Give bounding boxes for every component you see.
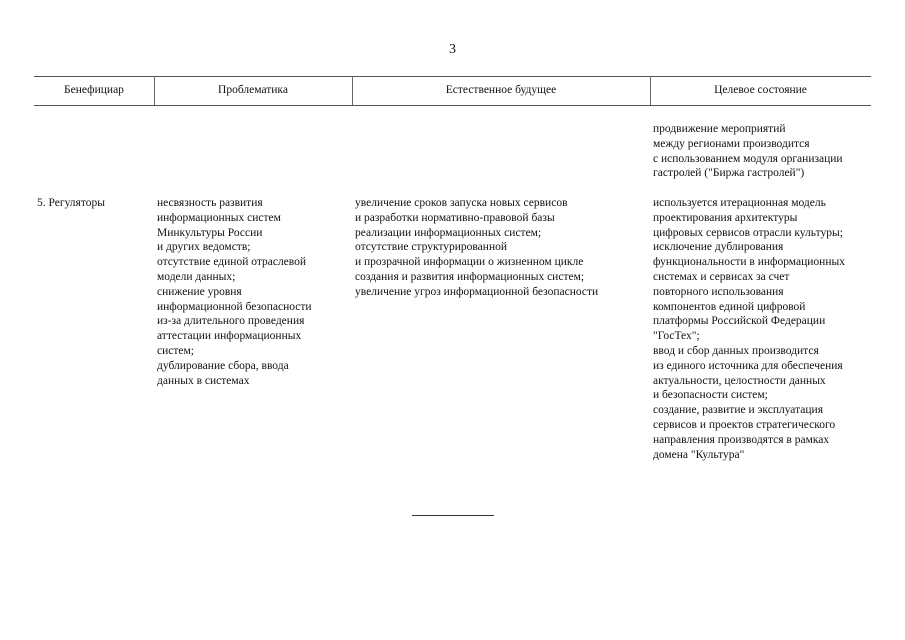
text-line: и других ведомств; [157,241,251,254]
text-line: актуальности, целостности данных [653,374,826,387]
text-line: сервисов и проектов стратегического [653,418,836,431]
text-line: снижение уровня [157,285,242,298]
text-line: отсутствие структурированной [355,241,508,254]
beneficiary-cell: 5. Регуляторы [37,197,105,209]
page-number: 3 [449,42,456,57]
text-line: и прозрачной информации о жизненном цикле [355,256,584,269]
header-target-state: Целевое состояние [714,84,807,96]
text-line: модели данных; [157,270,236,283]
text-line: проектирования архитектуры [653,211,798,224]
text-line: "ГосТех"; [653,330,700,343]
text-line: системах и сервисах за счет [653,270,790,283]
text-line: из-за длительного проведения [157,315,305,328]
text-line: направления производятся в рамках [653,433,830,446]
text-line: аттестации информационных [157,330,302,343]
table-header-bottom-rule [34,105,871,106]
text-line: домена "Культура" [653,448,745,461]
text-line: создание, развитие и эксплуатация [653,404,823,417]
text-line: гастролей ("Биржа гастролей") [653,167,805,180]
text-line: исключение дублирования [653,241,784,254]
text-line: реализации информационных систем; [355,226,542,239]
text-line: Минкультуры России [157,226,263,239]
text-line: данных в системах [157,374,250,387]
header-beneficiary: Бенефициар [64,84,124,96]
text-line: используется итерационная модель [653,197,826,209]
text-line: и безопасности систем; [653,389,768,402]
text-line: ввод и сбор данных производится [653,344,819,357]
target-state-cell [653,196,845,462]
text-line: повторного использования [653,285,784,298]
text-line: увеличение угроз информационной безопасности [355,285,599,298]
end-of-table-rule [412,515,494,516]
text-line: несвязность развития [157,197,263,209]
text-line: создания и развития информационных систем; [355,270,585,283]
text-line: отсутствие единой отраслевой [157,256,307,269]
text-line: и разработки нормативно-правовой базы [355,211,555,224]
text-line: с использованием модуля организации [653,152,843,165]
continued-target-state-cell [653,122,843,181]
text-line: дублирование сбора, ввода [157,359,289,372]
text-line: компонентов единой цифровой [653,300,806,313]
natural-future-cell [355,196,598,300]
text-line: из единого источника для обеспечения [653,359,843,372]
text-line: функциональности в информационных [653,256,845,269]
header-natural-future: Естественное будущее [445,84,557,96]
text-line: информационной безопасности [157,300,312,313]
header-problems: Проблематика [218,84,288,96]
text-line: систем; [157,344,194,357]
text-line: продвижение мероприятий [653,123,786,135]
problems-cell [157,196,312,388]
text-line: цифровых сервисов отрасли культуры; [653,226,843,239]
text-line: информационных систем [157,211,281,224]
text-line: увеличение сроков запуска новых сервисов [355,197,568,209]
text-line: платформы Российской Федерации [653,315,826,328]
text-line: между регионами производится [653,137,810,150]
